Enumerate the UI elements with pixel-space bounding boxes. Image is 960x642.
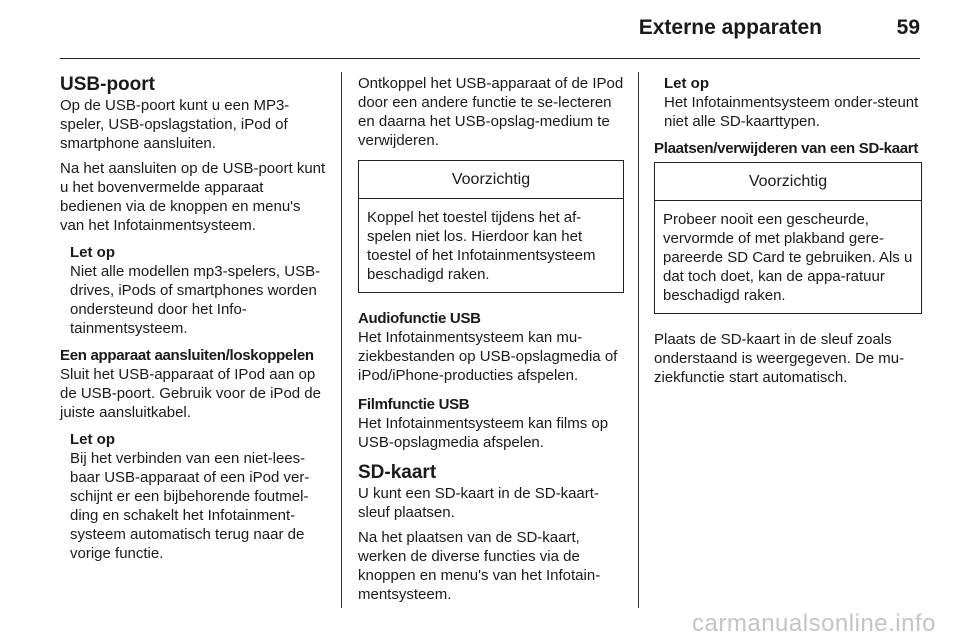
page-header-title: Externe apparaten xyxy=(638,16,822,39)
caution-title: Voorzichtig xyxy=(359,161,623,199)
section-heading-sd-card: SD-kaart xyxy=(358,462,437,483)
watermark-logo: carmanualsonline.info xyxy=(692,610,936,637)
paragraph: Na het plaatsen van de SD-kaart, werken de diverse functies via de knoppen en menu's van het Infotain-mentsysteem. xyxy=(358,529,601,603)
caution-box xyxy=(358,160,624,293)
paragraph: U kunt een SD-kaart in de SD-kaart-sleuf plaatsen. xyxy=(358,485,599,521)
caution-text: Koppel het toestel tijdens het af-spelen niet los. Hierdoor kan het toestel of het Infotainmentsysteem beschadigd raken. xyxy=(367,209,596,283)
paragraph: Het Infotainmentsysteem kan films op USB-opslagmedia afspelen. xyxy=(358,415,609,451)
note-block xyxy=(70,243,328,338)
paragraph: Sluit het USB-apparaat of IPod aan op de USB-poort. Gebruik voor de iPod de juiste aansluitkabel. xyxy=(60,366,321,421)
paragraph: Ontkoppel het USB-apparaat of de IPod door een andere functie te se-lecteren en daarna het USB-opslag-medium te verwijderen. xyxy=(358,75,624,149)
subheading-insert-sd-card: Plaatsen/verwijderen van een SD-kaart xyxy=(654,140,919,157)
column-2 xyxy=(358,74,624,610)
column-divider-2 xyxy=(638,72,639,608)
paragraph: Plaats de SD-kaart in de sleuf zoals onderstaand is weergegeven. De mu-ziekfunctie start automatisch. xyxy=(654,331,905,386)
note-text: Niet alle modellen mp3-spelers, USB-drives, iPods of smartphones worden ondersteund door het Info-tainmentsysteem. xyxy=(70,263,321,337)
section-heading-usb-port: USB-poort xyxy=(60,74,155,95)
caution-box xyxy=(654,162,922,314)
subheading-film-usb: Filmfunctie USB xyxy=(358,396,470,413)
subheading-connect-device: Een apparaat aansluiten/loskoppelen xyxy=(60,347,314,364)
note-text: Bij het verbinden van een niet-lees-baar USB-apparaat of een iPod ver-schijnt er een bijbehorende foutmel-ding en schakelt het Infotainment-systeem automatisch terug naar de vorige functie. xyxy=(70,450,310,562)
note-label: Let op xyxy=(70,431,115,448)
column-3 xyxy=(654,74,922,393)
column-divider-1 xyxy=(341,72,342,608)
page-number: 59 xyxy=(896,16,920,39)
note-block xyxy=(664,74,922,131)
note-text: Het Infotainmentsysteem onder-steunt niet alle SD-kaarttypen. xyxy=(664,94,919,130)
subheading-audio-usb: Audiofunctie USB xyxy=(358,310,481,327)
paragraph: Op de USB-poort kunt u een MP3-speler, USB-opslagstation, iPod of smartphone aansluiten. xyxy=(60,97,290,152)
note-block xyxy=(70,430,328,563)
paragraph: Na het aansluiten op de USB-poort kunt u het bovenvermelde apparaat bedienen via de knoppen en menu's van het Infotainmentsysteem. xyxy=(60,160,326,234)
header-divider xyxy=(60,58,920,59)
note-label: Let op xyxy=(664,75,709,92)
paragraph: Het Infotainmentsysteem kan mu-ziekbestanden op USB-opslagmedia of iPod/iPhone-producties afspelen. xyxy=(358,329,618,384)
note-label: Let op xyxy=(70,244,115,261)
caution-title: Voorzichtig xyxy=(655,163,921,201)
caution-text: Probeer nooit een gescheurde, vervormde of met plakband gere-pareerde SD Card te gebruiken. Als u dat toch doet, kan de appa-ratuur beschadigd raken. xyxy=(663,211,913,304)
column-1 xyxy=(60,74,328,571)
